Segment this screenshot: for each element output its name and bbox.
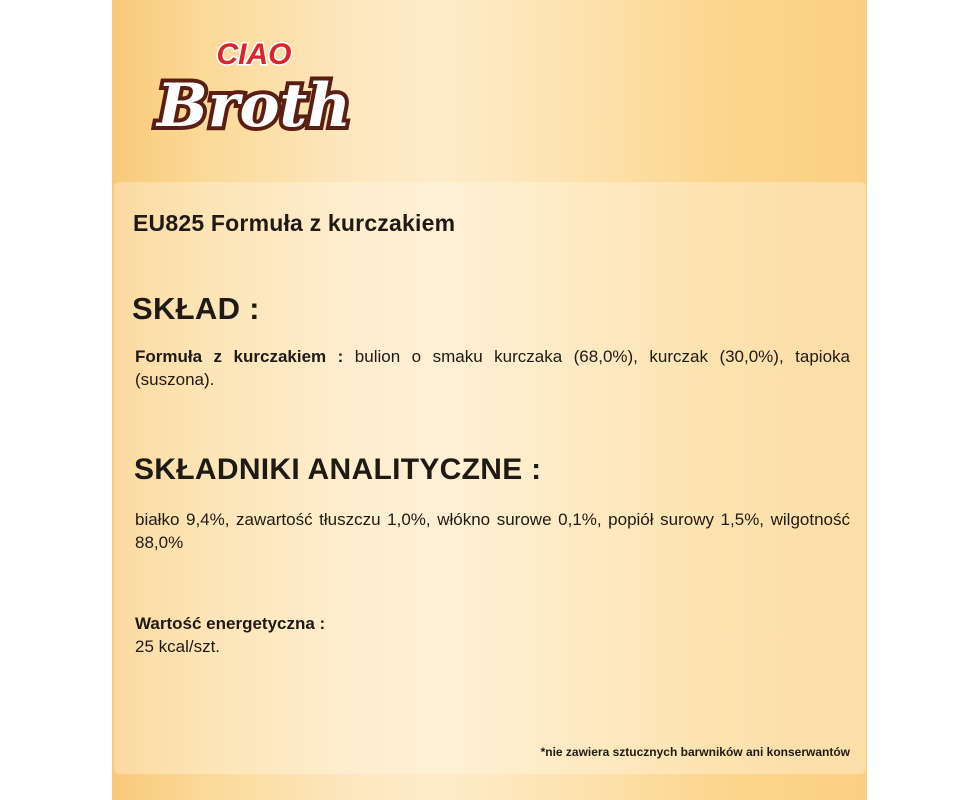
energy-label: Wartość energetyczna : bbox=[135, 614, 326, 633]
product-info-panel bbox=[112, 0, 867, 800]
ciao-broth-logo bbox=[136, 34, 386, 144]
composition-heading: SKŁAD : bbox=[132, 291, 260, 326]
info-card bbox=[114, 182, 866, 774]
composition-ingredients: bulion o smaku kurczaka (68,0%), kurczak (30,0%), tapioka (suszona). bbox=[135, 347, 850, 389]
svg-text:Broth: Broth bbox=[157, 71, 351, 141]
product-title: EU825 Formuła z kurczakiem bbox=[133, 210, 456, 236]
energy-value: 25 kcal/szt. bbox=[135, 637, 221, 656]
svg-text:CIAO: CIAO bbox=[216, 38, 292, 71]
composition-text bbox=[135, 345, 850, 391]
energy-block bbox=[135, 612, 325, 658]
composition-label: Formuła z kurczakiem : bbox=[135, 347, 344, 366]
analytical-text: białko 9,4%, zawartość tłuszczu 1,0%, włókno surowe 0,1%, popiół surowy 1,5%, wilgotność 88,0% bbox=[135, 510, 850, 552]
footnote: *nie zawiera sztucznych barwników ani konserwantów bbox=[540, 745, 850, 759]
analytical-heading: SKŁADNIKI ANALITYCZNE : bbox=[134, 453, 542, 486]
